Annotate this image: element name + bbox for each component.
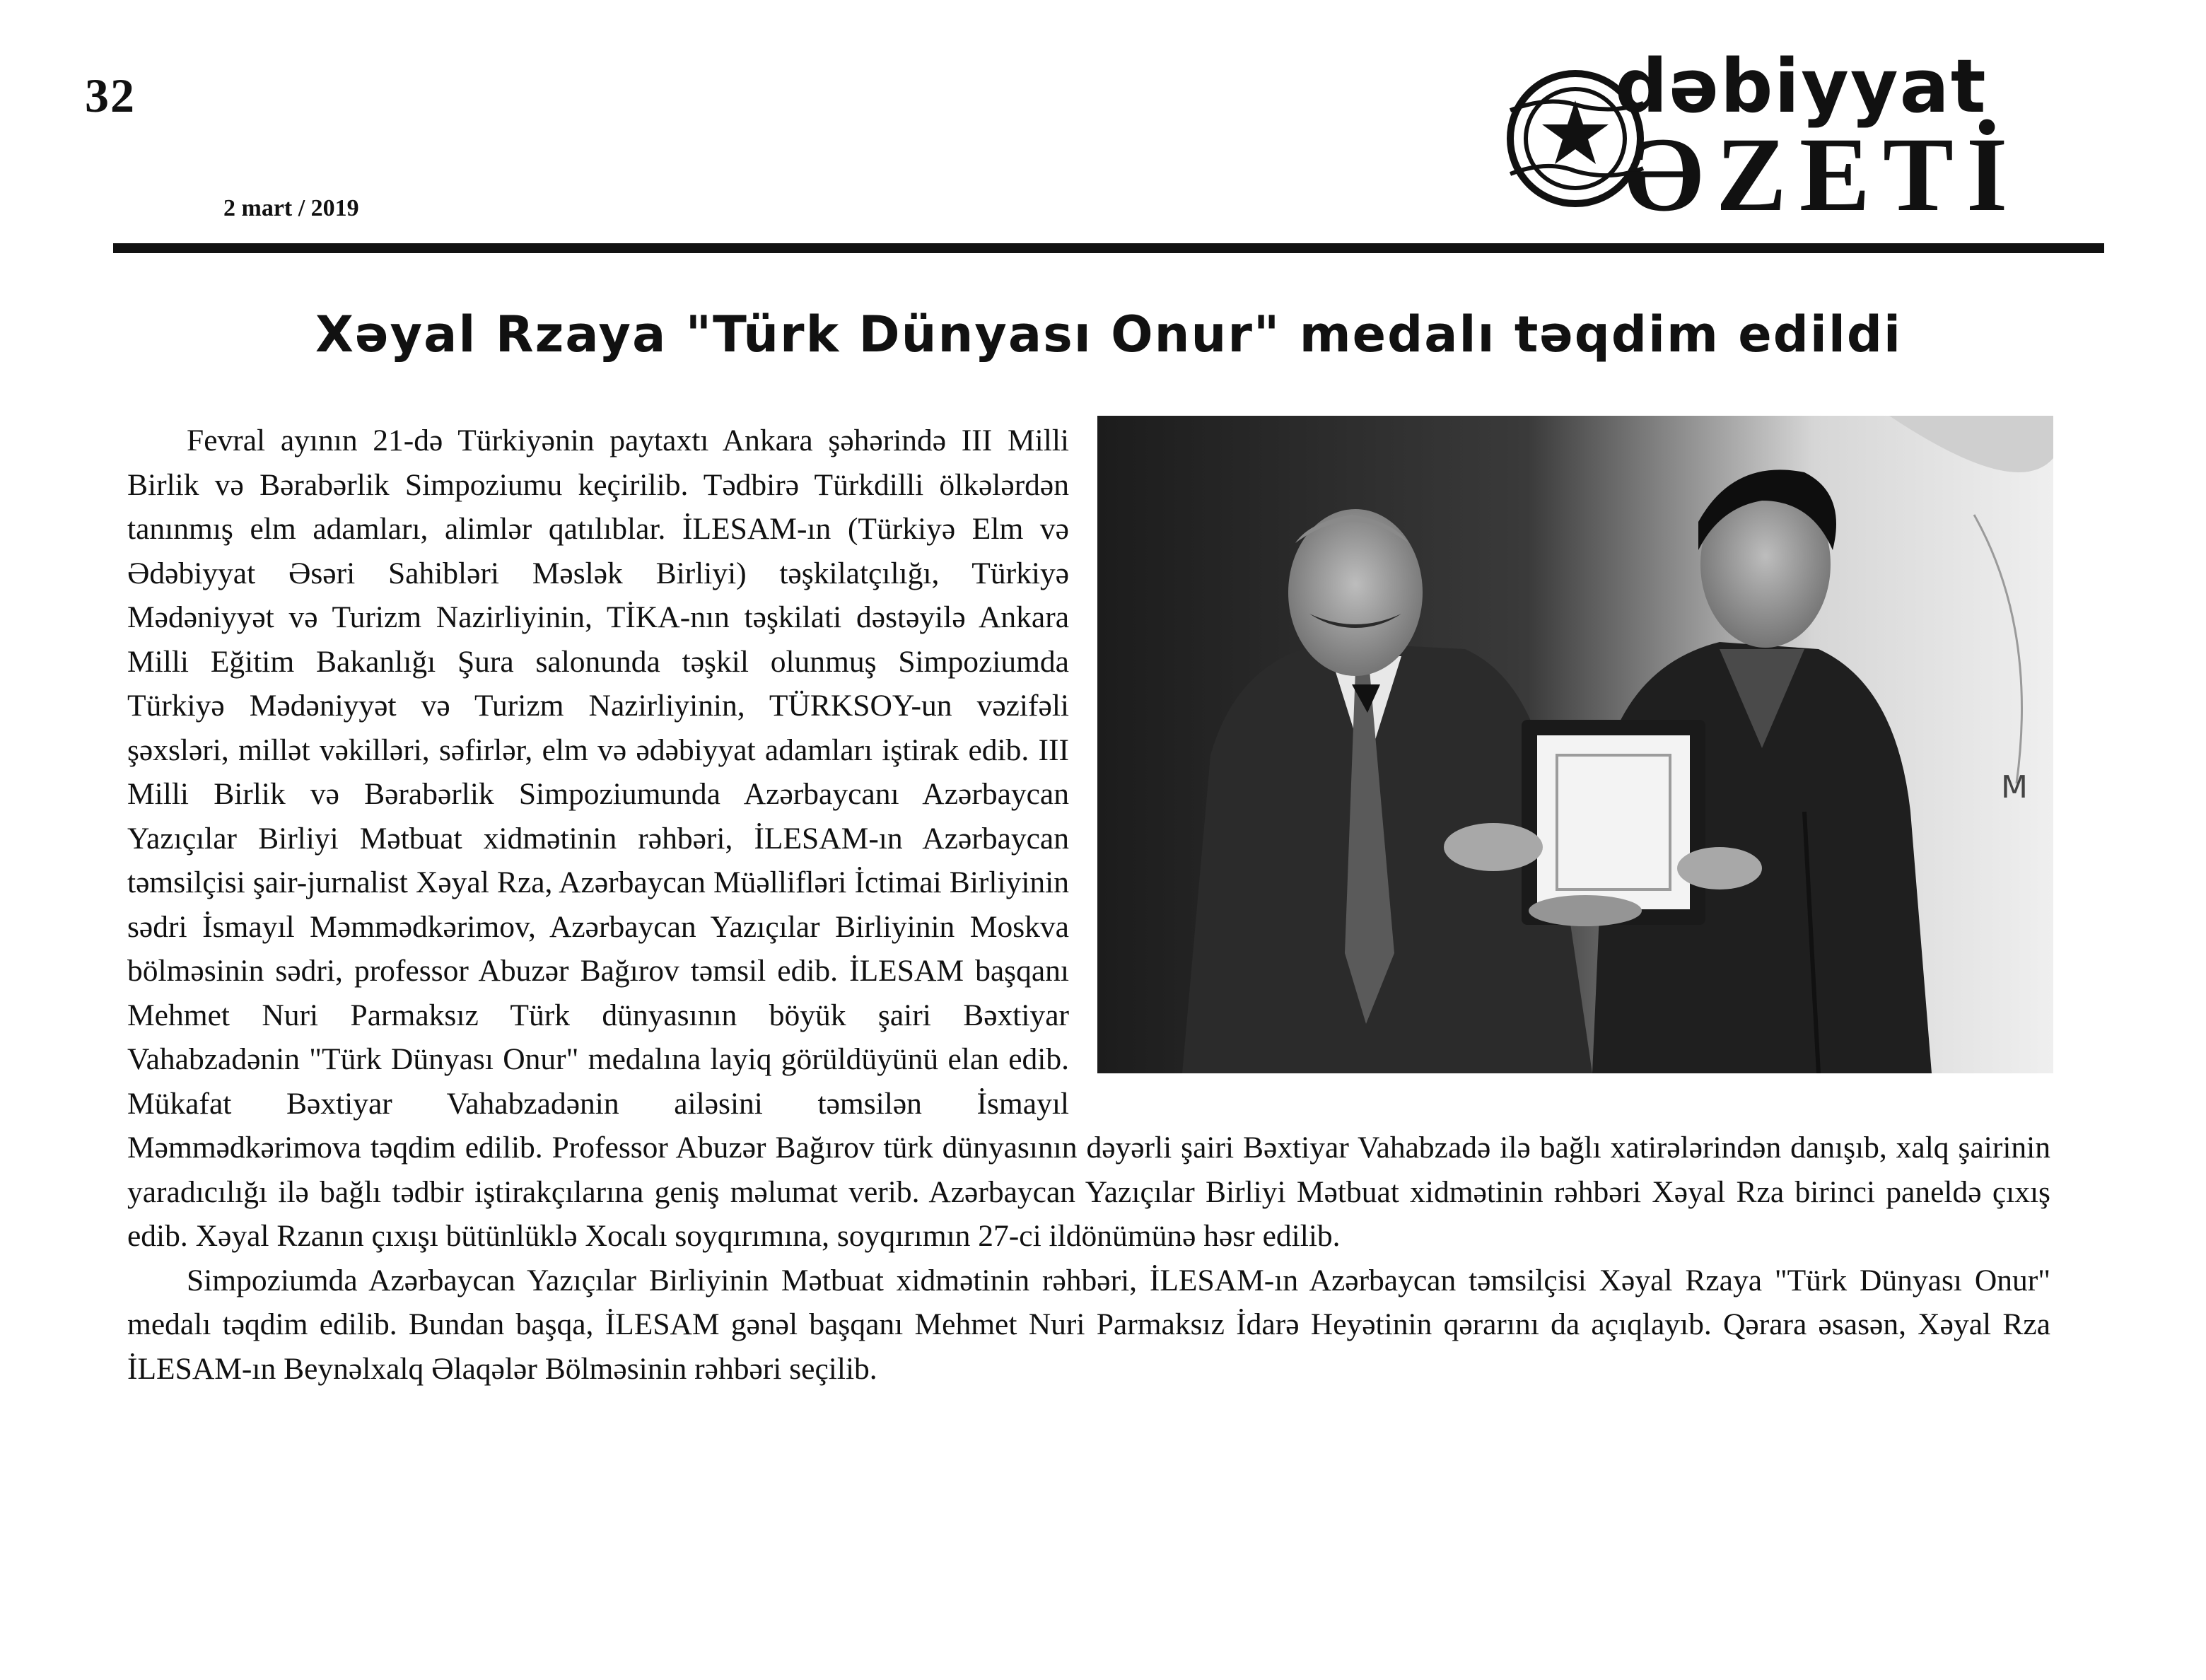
award-photo-image — [1097, 416, 2053, 1073]
award-photo — [1097, 416, 2053, 1073]
header-rule — [113, 243, 2104, 253]
issue-date: 2 mart / 2019 — [223, 195, 359, 221]
article-paragraph-1: Fevral ayının 21-də Türkiyənin paytaxtı Ankara şəhərində III Milli Birlik və Bərabərlik Simpoziumu keçirilib. Tədbirə Türkdilli ölkələrdən tanınmış elm adamları, alimlər qatılıblar. İLESAM-ın (Türkiyə Elm və Ədəbiyyat Əsəri Sahibləri Məslək Birliyi) təşkilatçılığı, Türkiyə Mədəniyyət və Turizm Nazirliyinin, TİKA-nın təşkilati dəstəyilə Ankara Milli Eğitim Bakanlığı Şura salonunda təşkil olunmuş Simpoziumda Türkiyə Mədəniyyət və Turizm Nazirliyinin, TÜRKSOY-un vəzifəli şəxsləri, millət vəkilləri, səfirlər, elm və ədəbiyyat adamları iştirak edib. III Milli Birlik və Bərabərlik Simpoziumunda Azərbaycanı Azərbaycan Yazıçılar Birliyi Mətbuat xidmətinin rəhbəri, İLESAM-ın Azərbaycan təmsilçisi şair-jurnalist Xəyal Rza, Azərbaycan Müəllifləri İctimai Birliyinin sədri İsmayıl Məmmədkərimov, Azərbaycan Yazıçılar Birliyinin Moskva bölməsinin sədri, professor Abuzər Bağırov təmsil edib. İLESAM başqanı Mehmet Nuri Parmaksız Türk dünyasının böyük şairi Bəxtiyar Vahabzadənin "Türk Dünyası Onur" medalına layiq görüldüyünü elan edib. Mükafat Bəxtiyar Vahabzadənin ailəsini təmsilən İsmayıl Məmmədkərimova təqdim edilib. Professor Abuzər Bağırov türk dünyasının dəyərli şairi Bəxtiyar Vahabzadə ilə bağlı xatirələrindən danışıb, xalq şairinin yaradıcılığı ilə bağlı tədbir iştirakçılarına geniş məlumat verib. Azərbaycan Yazıçılar Birliyi Mətbuat xidmətinin rəhbəri Xəyal Rza birinci paneldə çıxış edib. Xəyal Rzanın çıxışı bütünlüklə Xocalı soyqırımına, soyqırımın 27-ci ildönümünə həsr edilib. — [127, 424, 2050, 1253]
photo-wall-letter: M — [2001, 769, 2028, 805]
masthead-title-bottom: ƏZETİ — [1625, 116, 2021, 233]
article-headline: Xəyal Rzaya "Türk Dünyası Onur" medalı təqdim edildi — [315, 305, 1902, 363]
article-body — [127, 419, 2050, 1391]
masthead-logo — [1505, 43, 2021, 233]
article-paragraph-2: Simpoziumda Azərbaycan Yazıçılar Birliyinin Mətbuat xidmətinin rəhbəri, İLESAM-ın Azərbaycan təmsilçisi Xəyal Rzaya "Türk Dünyası Onur" medalı təqdim edilib. Bundan başqa, İLESAM gənəl başqanı Mehmet Nuri Parmaksız İdarə Heyətinin qərarını da açıqlayıb. Qərara əsasən, Xəyal Rza İLESAM-ın Beynəlxalq Əlaqələr Bölməsinin rəhbəri seçilib. — [127, 1263, 2050, 1386]
page-number: 32 — [85, 69, 136, 122]
masthead-title-top: dəbiyyat — [1615, 43, 1988, 129]
